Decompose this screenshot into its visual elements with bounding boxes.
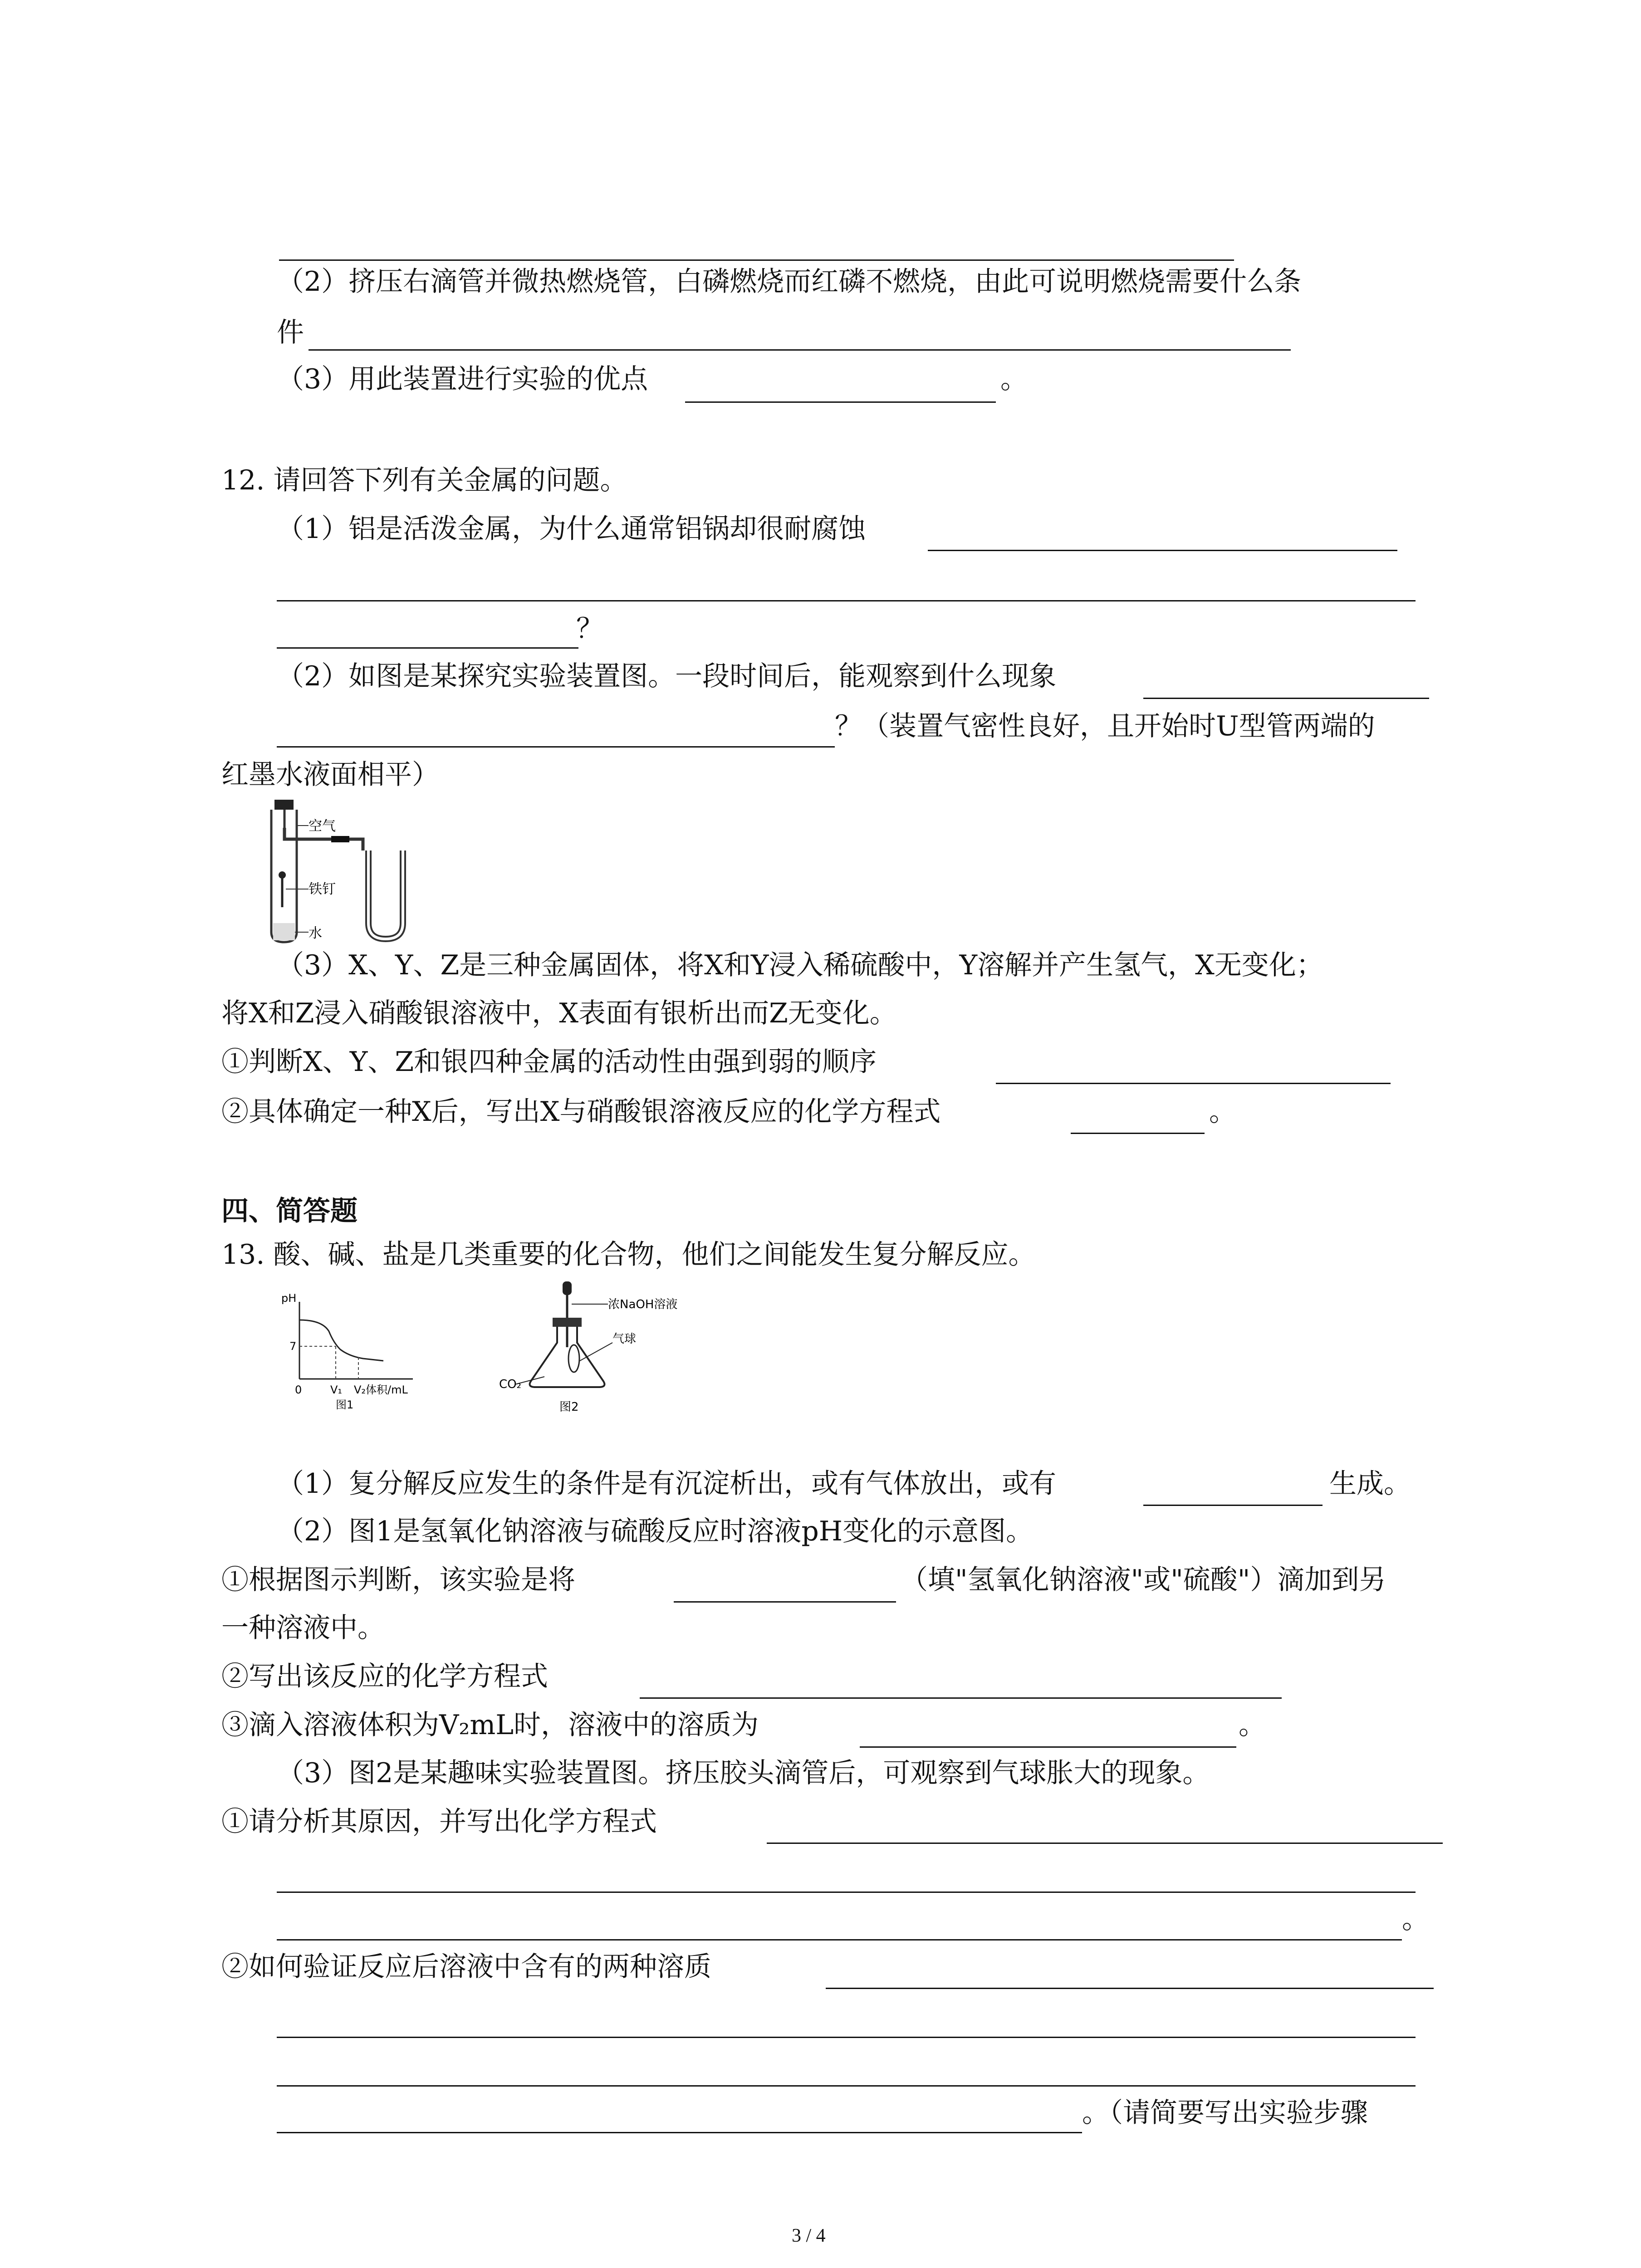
stopper [274,800,294,810]
answer-blank[interactable] [1071,1133,1205,1134]
q12-part3-subq2: ②具体确定一种X后，写出X与硝酸银溶液反应的化学方程式 [221,1096,941,1128]
answer-blank[interactable] [860,1746,1236,1748]
q12-part2-line1: （2）如图是某探究实验装置图。一段时间后，能观察到什么现象 [277,660,1057,692]
answer-blank[interactable] [277,1892,1416,1893]
answer-blank[interactable] [1143,1505,1323,1506]
q13-part2-subq2: ②写出该反应的化学方程式 [221,1661,548,1692]
nail-head [279,871,286,879]
balloon-icon [568,1345,579,1372]
page-number: 3 / 4 [792,2225,826,2246]
answer-blank[interactable] [928,550,1397,551]
origin-label: 0 [295,1383,302,1396]
q13-intro: 13. 酸、碱、盐是几类重要的化合物，他们之间能发生复分解反应。 [221,1239,1036,1271]
q12-part3-line2: 将X和Z浸入硝酸银溶液中，X表面有银析出而Z无变化。 [221,997,897,1029]
u-tube [368,850,403,939]
label-naoh: 浓NaOH溶液 [608,1298,678,1311]
answer-blank[interactable] [640,1697,1282,1699]
figure-caption: 图1 [336,1398,354,1411]
answer-blank[interactable] [279,259,1234,261]
q13-part3-subq1-end: 。 [1402,1903,1429,1935]
label-co2: CO₂ [499,1378,522,1391]
dropper-bulb [563,1281,572,1295]
q13-part2-subq3-end: 。 [1239,1709,1266,1741]
q12-part3-line1: （3）X、Y、Z是三种金属固体，将X和Y浸入稀硫酸中，Y溶解并产生氢气，X无变化； [277,949,1323,981]
q11-part3-end: 。 [1000,363,1028,395]
v2-label: V₂体积/mL [354,1383,408,1396]
answer-blank[interactable] [277,1939,1402,1941]
iron-nail-apparatus-figure [263,796,454,946]
q13-part2-subq1-line2: 一种溶液中。 [221,1612,385,1644]
answer-blank[interactable] [767,1843,1443,1844]
ph-curve [299,1320,383,1361]
q11-part2-line2: 件 [277,317,304,348]
q11-part2-line1: （2）挤压右滴管并微热燃烧管，白磷燃烧而红磷不燃烧，由此可说明燃烧需要什么条 [277,266,1302,298]
q12-part1: （1）铝是活泼金属，为什么通常铝锅却很耐腐蚀 [277,513,866,545]
q12-part2-line3: 红墨水液面相平） [221,759,439,791]
q13-part2-subq1: ①根据图示判断，该实验是将 [221,1564,575,1596]
label-water: 水 [309,925,322,941]
answer-blank[interactable] [277,2037,1416,2038]
section-title: 四、简答题 [221,1195,358,1227]
q13-part1-end: 生成。 [1329,1468,1411,1500]
q12-intro: 12. 请回答下列有关金属的问题。 [221,464,627,496]
answer-blank[interactable] [277,2085,1416,2087]
label-air: 空气 [309,818,336,834]
v1-label: V₁ [330,1383,343,1396]
q13-part2-subq1-end: （填"氢氧化钠溶液"或"硫酸"）滴加到另 [901,1564,1386,1596]
flask-balloon-figure [499,1279,735,1415]
answer-blank[interactable] [309,349,1291,351]
q12-part3-subq2-end: 。 [1209,1096,1236,1128]
q13-part1: （1）复分解反应发生的条件是有沉淀析出，或有气体放出，或有 [277,1468,1057,1500]
q13-part3-subq2-end: 。（请简要写出实验步骤 [1082,2097,1368,2129]
q13-part3: （3）图2是某趣味实验装置图。挤压胶头滴管后，可观察到气球胀大的现象。 [277,1757,1210,1789]
answer-blank[interactable] [996,1083,1391,1084]
label-balloon: 气球 [612,1332,637,1346]
answer-blank[interactable] [277,600,1416,601]
tick-label-7: 7 [289,1340,297,1353]
y-axis-label: pH [281,1292,297,1305]
q12-part3-subq1: ①判断X、Y、Z和银四种金属的活动性由强到弱的顺序 [221,1046,877,1078]
water [273,923,295,940]
label-line-balloon [580,1343,612,1361]
q13-part2-subq3: ③滴入溶液体积为V₂mL时，溶液中的溶质为 [221,1709,759,1741]
answer-blank[interactable] [685,401,996,403]
figure-caption: 图2 [559,1400,579,1414]
stopper [553,1318,582,1327]
q13-part3-subq2: ②如何验证反应后溶液中含有的两种溶质 [221,1951,711,1983]
q12-part2-line2: ？（装置气密性良好，且开始时U型管两端的 [835,710,1375,742]
answer-blank[interactable] [826,1988,1434,1989]
rubber-joint [331,836,349,842]
u-tube-inner [368,850,403,939]
label-nail: 铁钉 [309,881,336,897]
answer-blank[interactable] [277,647,578,649]
ph-curve-figure [272,1288,426,1411]
q12-part1-question-mark: ？ [576,613,603,645]
answer-blank[interactable] [277,2132,1082,2133]
q13-part2: （2）图1是氢氧化钠溶液与硫酸反应时溶液pH变化的示意图。 [277,1515,1034,1547]
answer-blank[interactable] [674,1601,896,1603]
q13-part3-subq1: ①请分析其原因，并写出化学方程式 [221,1806,657,1838]
q11-part3: （3）用此装置进行实验的优点 [277,363,648,395]
answer-blank[interactable] [277,746,835,748]
answer-blank[interactable] [1143,698,1429,699]
